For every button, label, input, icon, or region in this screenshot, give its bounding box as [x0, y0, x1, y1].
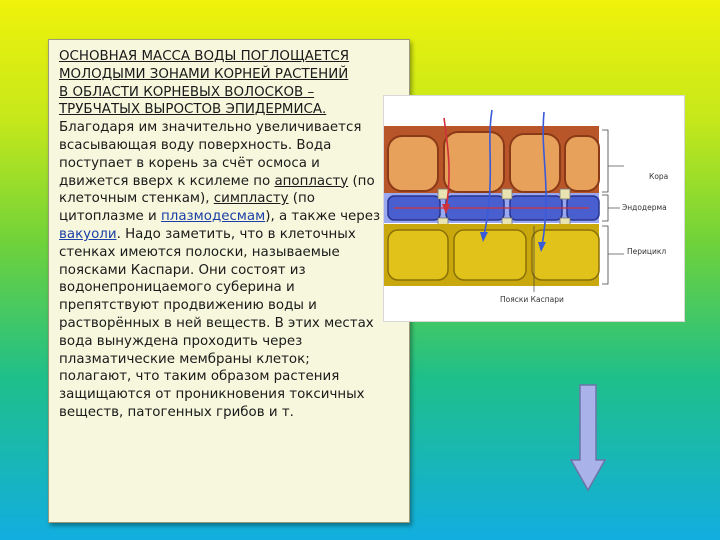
- cortex-cell: [388, 136, 438, 191]
- body-line-7: [59, 226, 403, 244]
- pericycle-label: Перицикл: [627, 247, 667, 256]
- endoderm-bracket: [602, 195, 608, 221]
- heading-line-4: ТРУБЧАТЫХ ВЫРОСТОВ ЭПИДЕРМИСА.: [59, 102, 327, 118]
- body-line-8: стенках имеются полоски, называемые: [59, 244, 340, 260]
- heading-line-1: ОСНОВНАЯ МАССА ВОДЫ ПОГЛОЩАЕТСЯ: [59, 49, 350, 64]
- body-line-4-post: (по: [348, 173, 375, 189]
- body-line-14: плазматические мембраны клеток;: [59, 351, 310, 367]
- cortex-bracket: [602, 130, 608, 192]
- casparian-strip: [438, 189, 448, 199]
- body-line-17: веществ, патогенных грибов и т.: [59, 404, 294, 420]
- body-line-6-pre: цитоплазме и: [59, 209, 162, 225]
- root-tissue-figure: [383, 95, 685, 322]
- body-line-11: препятствуют продвижению воды и: [59, 298, 317, 314]
- body-line-7-post: . Надо заметить, что в клеточных: [116, 226, 356, 242]
- text-panel: [48, 39, 410, 523]
- pericycle-cell: [388, 230, 448, 280]
- endoderm-label: Эндодерма: [622, 203, 667, 212]
- body-line-6: [59, 208, 403, 226]
- heading-line-3: В ОБЛАСТИ КОРНЕВЫХ ВОЛОСКОВ –: [59, 84, 315, 100]
- body-line-5: [59, 190, 403, 208]
- body-line-3: поступает в корень за счёт осмоса и: [59, 155, 320, 171]
- body-line-13: вода вынуждена проходить через: [59, 333, 303, 349]
- body-line-9: поясками Каспари. Они состоят из: [59, 262, 306, 278]
- cortex-cell: [510, 134, 560, 192]
- body-line-4: [59, 173, 403, 191]
- body-line-16: защищаются от проникновения токсичных: [59, 387, 365, 403]
- down-arrow-icon: [570, 384, 606, 492]
- body-line-10: водонепроницаемого суберина и: [59, 280, 295, 296]
- vacuole-link[interactable]: вакуоли: [59, 226, 117, 242]
- body-line-1: Благодаря им значительно увеличивается: [59, 120, 362, 136]
- pericycle-cell: [454, 230, 526, 280]
- casparian-strip: [502, 189, 512, 199]
- plasmodesmata-link[interactable]: плазмодесмам: [161, 209, 266, 225]
- body-line-15: полагают, что таким образом растения: [59, 369, 340, 385]
- body-text: [59, 119, 403, 422]
- heading: [59, 48, 403, 119]
- body-line-4-pre: движется вверх к ксилеме по: [59, 173, 275, 189]
- casparian-label: Пояски Каспари: [500, 295, 564, 304]
- pericycle-bracket: [602, 226, 608, 284]
- body-line-6-post: ), а также через: [265, 209, 381, 225]
- cortex-label: Кора: [649, 172, 669, 181]
- pericycle-cell: [532, 230, 599, 280]
- casparian-strip: [560, 189, 570, 199]
- body-line-5-post: (по: [288, 191, 315, 207]
- symplast-term: симпласту: [213, 191, 289, 207]
- heading-line-2: МОЛОДЫМИ ЗОНАМИ КОРНЕЙ РАСТЕНИЙ: [59, 66, 349, 82]
- root-tissue-diagram: [384, 96, 684, 321]
- body-line-2: всасывающая воду поверхность. Вода: [59, 137, 332, 153]
- body-line-12: растворённых в ней веществ. В этих местах: [59, 315, 374, 331]
- cortex-cell: [565, 136, 599, 191]
- apoplast-term: апопласту: [274, 173, 349, 189]
- body-line-5-pre: клеточным стенкам),: [59, 191, 214, 207]
- cortex-cell: [444, 132, 504, 192]
